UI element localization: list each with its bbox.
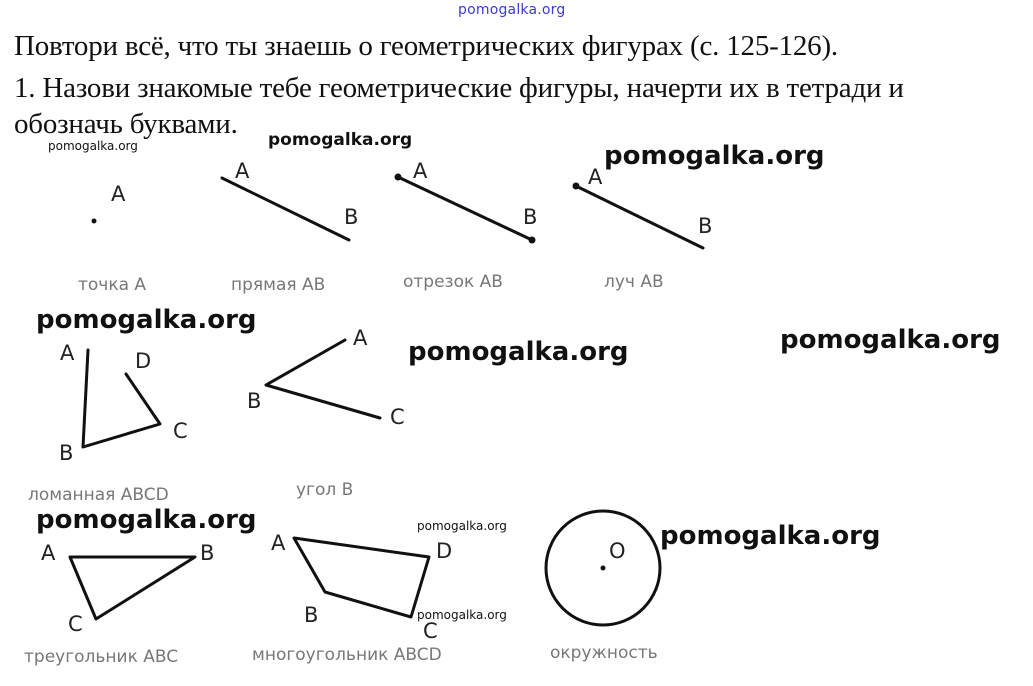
watermark: pomogalka.org bbox=[604, 141, 825, 171]
ray-label-b: B bbox=[698, 214, 713, 238]
segment-label-a: A bbox=[413, 159, 428, 183]
polygon-label-c: C bbox=[423, 619, 438, 643]
line-stroke bbox=[222, 178, 349, 240]
caption-circle: окружность bbox=[550, 643, 658, 663]
line-label-a: A bbox=[235, 159, 250, 183]
task-line-3: обозначь буквами. bbox=[14, 108, 238, 140]
caption-line: прямая AB bbox=[231, 275, 326, 295]
watermark: pomogalka.org bbox=[36, 305, 257, 335]
figure-circle bbox=[546, 511, 660, 663]
figure-angle bbox=[247, 326, 405, 500]
angle-label-c: C bbox=[390, 405, 405, 429]
watermark: pomogalka.org bbox=[268, 130, 413, 150]
polygon-label-d: D bbox=[436, 539, 453, 563]
segment-label-b: B bbox=[523, 205, 538, 229]
caption-triangle: треугольник ABC bbox=[24, 647, 179, 667]
figure-point bbox=[78, 182, 146, 295]
line-label-b: B bbox=[344, 205, 359, 229]
segment-stroke bbox=[398, 177, 532, 240]
polyline-label-d: D bbox=[135, 349, 152, 373]
ray-label-a: A bbox=[588, 165, 603, 189]
angle-label-b: B bbox=[247, 389, 262, 413]
caption-polygon: многоугольник ABCD bbox=[252, 645, 442, 665]
watermark: pomogalka.org bbox=[660, 521, 881, 551]
caption-ray: луч AB bbox=[604, 272, 664, 292]
angle-label-a: A bbox=[353, 326, 368, 350]
figure-segment bbox=[395, 159, 538, 292]
watermark: pomogalka.org bbox=[417, 608, 507, 622]
caption-angle: угол B bbox=[296, 480, 354, 500]
watermark: pomogalka.org bbox=[36, 505, 257, 535]
polygon-label-a: A bbox=[271, 531, 286, 555]
triangle-label-a: A bbox=[41, 541, 56, 565]
point-dot bbox=[92, 219, 97, 224]
figure-triangle bbox=[24, 541, 214, 667]
ray-stroke bbox=[576, 186, 703, 248]
task-line-2: 1. Назови знакомые тебе геометрические фигуры, начерти их в тетради и bbox=[14, 72, 904, 104]
circle-center-dot bbox=[601, 566, 606, 571]
triangle-label-c: C bbox=[68, 612, 83, 636]
watermark: pomogalka.org bbox=[780, 325, 1001, 355]
polyline-label-b: B bbox=[59, 441, 74, 465]
circle-label-o: O bbox=[609, 539, 626, 563]
ray-start-a bbox=[573, 183, 580, 190]
point-label-a: A bbox=[111, 182, 126, 206]
segment-end-a bbox=[395, 174, 402, 181]
polyline-label-c: C bbox=[173, 419, 188, 443]
figure-polyline bbox=[28, 341, 188, 505]
task-line-1: Повтори всё, что ты знаешь о геометрических фигурах (с. 125-126). bbox=[14, 30, 838, 62]
figure-polygon bbox=[252, 531, 452, 665]
watermark: pomogalka.org bbox=[417, 519, 507, 533]
triangle-stroke bbox=[70, 557, 195, 619]
figure-ray bbox=[573, 165, 713, 292]
polyline-label-a: A bbox=[60, 341, 75, 365]
triangle-label-b: B bbox=[200, 541, 215, 565]
caption-point: точка A bbox=[78, 275, 147, 295]
watermark: pomogalka.org bbox=[408, 337, 629, 367]
angle-stroke bbox=[266, 340, 380, 418]
watermarks bbox=[36, 130, 1001, 622]
caption-polyline: ломанная ABCD bbox=[28, 485, 169, 505]
segment-end-b bbox=[529, 237, 536, 244]
figure-line bbox=[222, 159, 358, 295]
polygon-label-b: B bbox=[304, 603, 319, 627]
caption-segment: отрезок AB bbox=[403, 272, 503, 292]
watermark-top: pomogalka.org bbox=[458, 2, 566, 18]
watermark: pomogalka.org bbox=[48, 139, 138, 153]
